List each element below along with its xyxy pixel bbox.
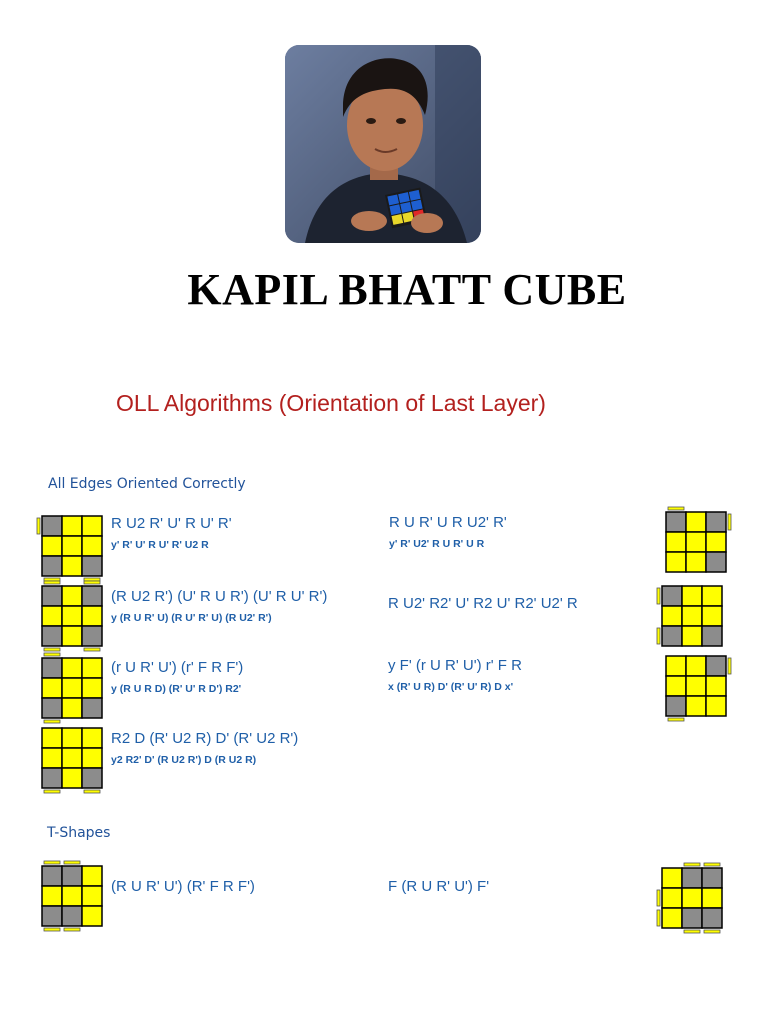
- side-sticker: [704, 930, 720, 933]
- algorithm-4: [388, 595, 578, 612]
- gray-sticker: [42, 698, 62, 718]
- algorithm-alt: y' R' U' R U' R' U2 R: [111, 539, 209, 551]
- gray-sticker: [42, 768, 62, 788]
- side-sticker: [704, 863, 720, 866]
- side-sticker: [84, 790, 100, 793]
- yellow-sticker: [42, 536, 62, 556]
- yellow-sticker: [62, 728, 82, 748]
- gray-sticker: [42, 906, 62, 926]
- yellow-sticker: [666, 656, 686, 676]
- yellow-sticker: [42, 748, 62, 768]
- gray-sticker: [702, 908, 722, 928]
- algorithm-alt: x (R' U R) D' (R' U' R) D x': [388, 681, 514, 693]
- side-sticker: [668, 507, 684, 510]
- oll-case-diagram-4: [656, 580, 730, 659]
- cube-svg: [36, 722, 110, 796]
- section-heading-edges-oriented: All Edges Oriented Correctly: [48, 476, 246, 492]
- gray-sticker: [82, 768, 102, 788]
- yellow-sticker: [62, 658, 82, 678]
- gray-sticker: [706, 552, 726, 572]
- gray-sticker: [682, 868, 702, 888]
- yellow-sticker: [42, 606, 62, 626]
- page-subtitle: OLL Algorithms (Orientation of Last Layer): [116, 390, 546, 416]
- yellow-sticker: [686, 696, 706, 716]
- gray-sticker: [82, 626, 102, 646]
- yellow-sticker: [686, 656, 706, 676]
- algorithm-main: R U R' U R U2' R': [389, 514, 507, 531]
- yellow-sticker: [62, 678, 82, 698]
- yellow-sticker: [62, 606, 82, 626]
- algorithm-3: [111, 588, 327, 624]
- side-sticker: [44, 648, 60, 651]
- side-sticker: [84, 581, 100, 584]
- yellow-sticker: [82, 748, 102, 768]
- yellow-sticker: [82, 516, 102, 536]
- gray-sticker: [702, 626, 722, 646]
- yellow-sticker: [62, 626, 82, 646]
- side-sticker: [684, 863, 700, 866]
- yellow-sticker: [42, 886, 62, 906]
- yellow-sticker: [662, 606, 682, 626]
- gray-sticker: [62, 866, 82, 886]
- side-sticker: [44, 861, 60, 864]
- yellow-sticker: [662, 888, 682, 908]
- yellow-sticker: [706, 532, 726, 552]
- algorithm-main: R U2 R' U' R U' R': [111, 515, 232, 532]
- oll-case-diagram-3: [36, 580, 110, 659]
- side-sticker: [44, 928, 60, 931]
- side-sticker: [728, 514, 731, 530]
- algorithm-7: [111, 730, 298, 766]
- algorithm-8: [111, 878, 255, 895]
- yellow-sticker: [662, 908, 682, 928]
- algorithm-main: (R U R' U') (R' F R F'): [111, 878, 255, 895]
- gray-sticker: [682, 908, 702, 928]
- side-sticker: [44, 581, 60, 584]
- oll-case-diagram-7: [36, 722, 110, 801]
- yellow-sticker: [82, 728, 102, 748]
- yellow-sticker: [82, 536, 102, 556]
- yellow-sticker: [682, 888, 702, 908]
- yellow-sticker: [62, 516, 82, 536]
- yellow-sticker: [682, 626, 702, 646]
- gray-sticker: [662, 586, 682, 606]
- yellow-sticker: [42, 728, 62, 748]
- gray-sticker: [82, 556, 102, 576]
- section-heading-t-shapes: T-Shapes: [47, 825, 111, 841]
- side-sticker: [64, 861, 80, 864]
- gray-sticker: [42, 866, 62, 886]
- side-sticker: [84, 648, 100, 651]
- algorithm-main: (r U R' U') (r' F R F'): [111, 659, 244, 676]
- side-sticker: [44, 653, 60, 656]
- gray-sticker: [82, 586, 102, 606]
- gray-sticker: [666, 696, 686, 716]
- page-title: KAPIL BHATT CUBE: [187, 265, 627, 314]
- algorithm-1: [111, 515, 232, 551]
- algorithm-main: R2 D (R' U2 R) D' (R' U2 R'): [111, 730, 299, 747]
- oll-case-diagram-5: [36, 652, 110, 731]
- yellow-sticker: [62, 886, 82, 906]
- yellow-sticker: [662, 868, 682, 888]
- algorithm-2: [389, 514, 507, 550]
- yellow-sticker: [686, 676, 706, 696]
- gray-sticker: [702, 868, 722, 888]
- side-sticker: [684, 930, 700, 933]
- side-sticker: [37, 518, 40, 534]
- yellow-sticker: [62, 698, 82, 718]
- oll-case-diagram-8: [36, 860, 110, 939]
- algorithm-9: [388, 878, 489, 895]
- yellow-sticker: [62, 748, 82, 768]
- yellow-sticker: [42, 678, 62, 698]
- yellow-sticker: [82, 906, 102, 926]
- side-sticker: [657, 588, 660, 604]
- algorithm-alt: y' R' U2' R U R' U R: [389, 538, 485, 550]
- yellow-sticker: [82, 658, 102, 678]
- side-sticker: [668, 718, 684, 721]
- oll-case-diagram-6: [660, 650, 734, 729]
- yellow-sticker: [82, 678, 102, 698]
- cube-svg: [660, 506, 734, 580]
- yellow-sticker: [686, 532, 706, 552]
- algorithm-alt: y (R U R' U) (R U' R' U) (R U2' R'): [111, 612, 272, 624]
- side-sticker: [728, 658, 731, 674]
- yellow-sticker: [702, 586, 722, 606]
- cube-svg: [660, 650, 734, 724]
- gray-sticker: [62, 906, 82, 926]
- gray-sticker: [42, 658, 62, 678]
- yellow-sticker: [702, 888, 722, 908]
- gray-sticker: [42, 556, 62, 576]
- gray-sticker: [82, 698, 102, 718]
- oll-case-diagram-1: [36, 510, 110, 589]
- cube-svg: [36, 860, 110, 934]
- side-sticker: [657, 890, 660, 906]
- cube-svg: [656, 580, 730, 654]
- yellow-sticker: [686, 512, 706, 532]
- profile-photo: [285, 45, 481, 243]
- yellow-sticker: [82, 606, 102, 626]
- gray-sticker: [666, 512, 686, 532]
- gray-sticker: [42, 586, 62, 606]
- yellow-sticker: [62, 556, 82, 576]
- cube-svg: [36, 652, 110, 726]
- gray-sticker: [662, 626, 682, 646]
- algorithm-main: F (R U R' U') F': [388, 878, 490, 895]
- algorithm-alt: y2 R2' D' (R U2 R') D (R U2 R): [111, 754, 257, 766]
- oll-case-diagram-2: [660, 506, 734, 585]
- yellow-sticker: [62, 768, 82, 788]
- algorithm-main: R U2' R2' U' R2 U' R2' U2' R: [388, 595, 578, 612]
- algorithm-main: (R U2 R') (U' R U R') (U' R U' R'): [111, 588, 328, 605]
- gray-sticker: [706, 512, 726, 532]
- side-sticker: [64, 928, 80, 931]
- yellow-sticker: [666, 532, 686, 552]
- oll-case-diagram-9: [656, 862, 730, 941]
- yellow-sticker: [62, 536, 82, 556]
- yellow-sticker: [62, 586, 82, 606]
- gray-sticker: [42, 626, 62, 646]
- yellow-sticker: [702, 606, 722, 626]
- side-sticker: [657, 628, 660, 644]
- cube-svg: [36, 580, 110, 654]
- yellow-sticker: [82, 866, 102, 886]
- cube-svg: [36, 510, 110, 584]
- side-sticker: [44, 790, 60, 793]
- yellow-sticker: [686, 552, 706, 572]
- algorithm-6: [388, 657, 522, 693]
- yellow-sticker: [682, 586, 702, 606]
- side-sticker: [657, 910, 660, 926]
- cube-svg: [656, 862, 730, 936]
- algorithm-5: [111, 659, 243, 695]
- yellow-sticker: [666, 552, 686, 572]
- yellow-sticker: [666, 676, 686, 696]
- yellow-sticker: [706, 676, 726, 696]
- yellow-sticker: [682, 606, 702, 626]
- yellow-sticker: [706, 696, 726, 716]
- algorithm-alt: y (R U R D) (R' U' R D') R2': [111, 683, 242, 695]
- gray-sticker: [706, 656, 726, 676]
- algorithm-main: y F' (r U R' U') r' F R: [388, 657, 522, 674]
- gray-sticker: [42, 516, 62, 536]
- yellow-sticker: [82, 886, 102, 906]
